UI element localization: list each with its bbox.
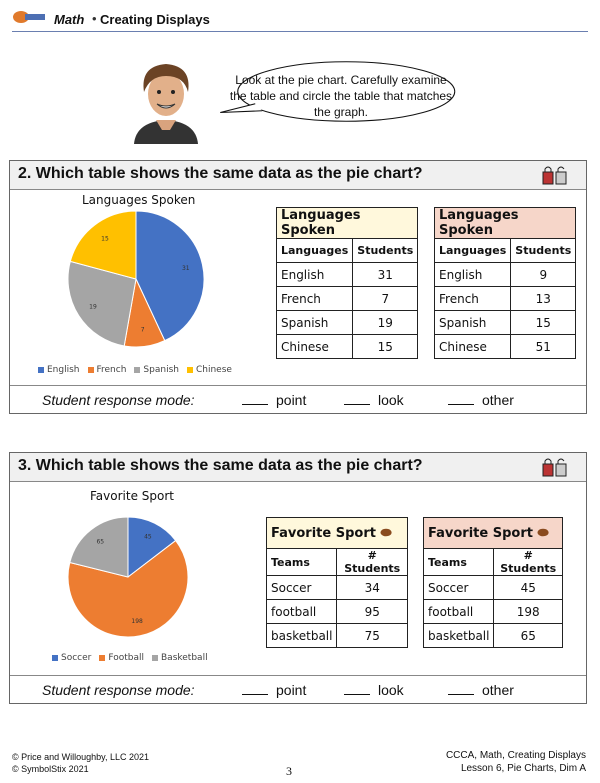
question-3-section — [9, 452, 587, 704]
page-title: Creating Displays — [100, 12, 210, 27]
table-cell: basketball — [267, 624, 337, 648]
page-number: 3 — [286, 764, 292, 778]
table-cell: Chinese — [277, 335, 353, 359]
lock-icon — [542, 165, 568, 185]
response-option-look[interactable]: look — [344, 392, 404, 408]
table-cell: English — [435, 263, 511, 287]
pie1-chart — [66, 209, 206, 349]
table-cell: Spanish — [277, 311, 353, 335]
q3-table-b[interactable] — [423, 517, 563, 648]
q2-table-b[interactable] — [434, 207, 576, 359]
q3-response-row — [10, 675, 586, 704]
legend-label: Football — [108, 653, 144, 663]
table-cell: football — [267, 600, 337, 624]
legend-label: Soccer — [61, 653, 92, 663]
q2-response-row — [10, 385, 586, 414]
table-cell: 15 — [353, 335, 418, 359]
pie-data-label: 45 — [144, 533, 152, 541]
q2-table-b-title: Languages Spoken — [435, 208, 576, 239]
pie-data-label: 31 — [181, 264, 190, 272]
footer-course: CCCA, Math, Creating Displays — [445, 750, 586, 761]
footer-copyright-2: © SymbolStix 2021 — [12, 764, 89, 774]
legend-label: English — [47, 365, 80, 375]
table-cell: 198 — [494, 600, 563, 624]
response-option-point[interactable]: point — [242, 392, 306, 408]
header-separator: • — [92, 11, 97, 26]
q3-table-a-col2: # Students — [337, 549, 408, 576]
table-cell: 45 — [494, 576, 563, 600]
table-cell: English — [277, 263, 353, 287]
q3-table-a-title: Favorite Sport ⬬ — [267, 518, 408, 549]
table-cell: 51 — [511, 335, 576, 359]
q2-table-a-title: Languages Spoken — [277, 208, 418, 239]
q3-table-b-title: Favorite Sport ⬬ — [424, 518, 563, 549]
table-cell: 31 — [353, 263, 418, 287]
q3-table-a-col1: Teams — [267, 549, 337, 576]
table-cell: 9 — [511, 263, 576, 287]
legend-swatch — [152, 655, 158, 661]
table-cell: 34 — [337, 576, 408, 600]
lock-icon — [542, 457, 568, 477]
question-3-text: 3. Which table shows the same data as the pie chart? — [18, 457, 423, 474]
football-icon: ⬬ — [537, 525, 549, 541]
legend-label: French — [96, 365, 127, 375]
pie-data-label: 65 — [96, 538, 105, 546]
table-cell: 75 — [337, 624, 408, 648]
table-cell: French — [435, 287, 511, 311]
table-cell: 13 — [511, 287, 576, 311]
table-cell: 15 — [511, 311, 576, 335]
table-cell: 19 — [353, 311, 418, 335]
pie1-title: Languages Spoken — [82, 193, 196, 207]
football-icon: ⬬ — [380, 525, 392, 541]
table-cell: 7 — [353, 287, 418, 311]
table-cell: 95 — [337, 600, 408, 624]
pie-data-label: 19 — [89, 303, 97, 311]
response-option-other[interactable]: other — [448, 682, 514, 698]
question-3-header — [10, 453, 586, 482]
table-cell: Soccer — [267, 576, 337, 600]
table-cell: Chinese — [435, 335, 511, 359]
table-cell: basketball — [424, 624, 494, 648]
pie-data-label: 7 — [140, 326, 145, 334]
table-cell: Soccer — [424, 576, 494, 600]
table-cell: French — [277, 287, 353, 311]
table-cell: football — [424, 600, 494, 624]
response-label: Student response mode: — [42, 682, 195, 698]
q2-table-a-col2: Students — [353, 239, 418, 263]
legend-swatch — [38, 367, 44, 373]
footer-copyright-1: © Price and Willoughby, LLC 2021 — [12, 752, 150, 762]
legend-label: Basketball — [161, 653, 208, 663]
response-option-point[interactable]: point — [242, 682, 306, 698]
page-header — [12, 8, 588, 30]
header-divider — [12, 31, 588, 32]
q2-table-b-col1: Languages — [435, 239, 511, 263]
q2-table-a[interactable] — [276, 207, 418, 359]
publisher-logo-icon — [12, 10, 46, 24]
table-cell: Spanish — [435, 311, 511, 335]
pie1-legend — [30, 365, 232, 375]
q2-table-b-col2: Students — [511, 239, 576, 263]
q3-table-a[interactable] — [266, 517, 408, 648]
pie-data-label: 198 — [131, 618, 143, 626]
speech-text: Look at the pie chart. Carefully examine the table and circle the table that matches the graph. — [229, 73, 453, 119]
response-label: Student response mode: — [42, 392, 195, 408]
subject-label: Math — [54, 12, 85, 27]
pie2-chart — [66, 515, 190, 639]
legend-label: Spanish — [143, 365, 179, 375]
q3-table-b-col1: Teams — [424, 549, 494, 576]
table-cell: 65 — [494, 624, 563, 648]
question-2-section — [9, 160, 587, 414]
student-avatar — [130, 58, 202, 144]
response-option-look[interactable]: look — [344, 682, 404, 698]
q2-table-a-col1: Languages — [277, 239, 353, 263]
legend-swatch — [134, 367, 140, 373]
legend-swatch — [187, 367, 193, 373]
legend-swatch — [99, 655, 105, 661]
q3-table-b-col2: # Students — [494, 549, 563, 576]
question-2-text: 2. Which table shows the same data as the pie chart? — [18, 165, 423, 182]
legend-label: Chinese — [195, 365, 232, 375]
legend-swatch — [88, 367, 94, 373]
response-option-other[interactable]: other — [448, 392, 514, 408]
question-2-header — [10, 161, 586, 190]
pie2-title: Favorite Sport — [90, 489, 174, 503]
pie2-legend — [44, 653, 208, 663]
footer-lesson: Lesson 6, Pie Charts, Dim A — [460, 763, 586, 774]
legend-swatch — [52, 655, 58, 661]
pie-data-label: 15 — [101, 235, 109, 243]
